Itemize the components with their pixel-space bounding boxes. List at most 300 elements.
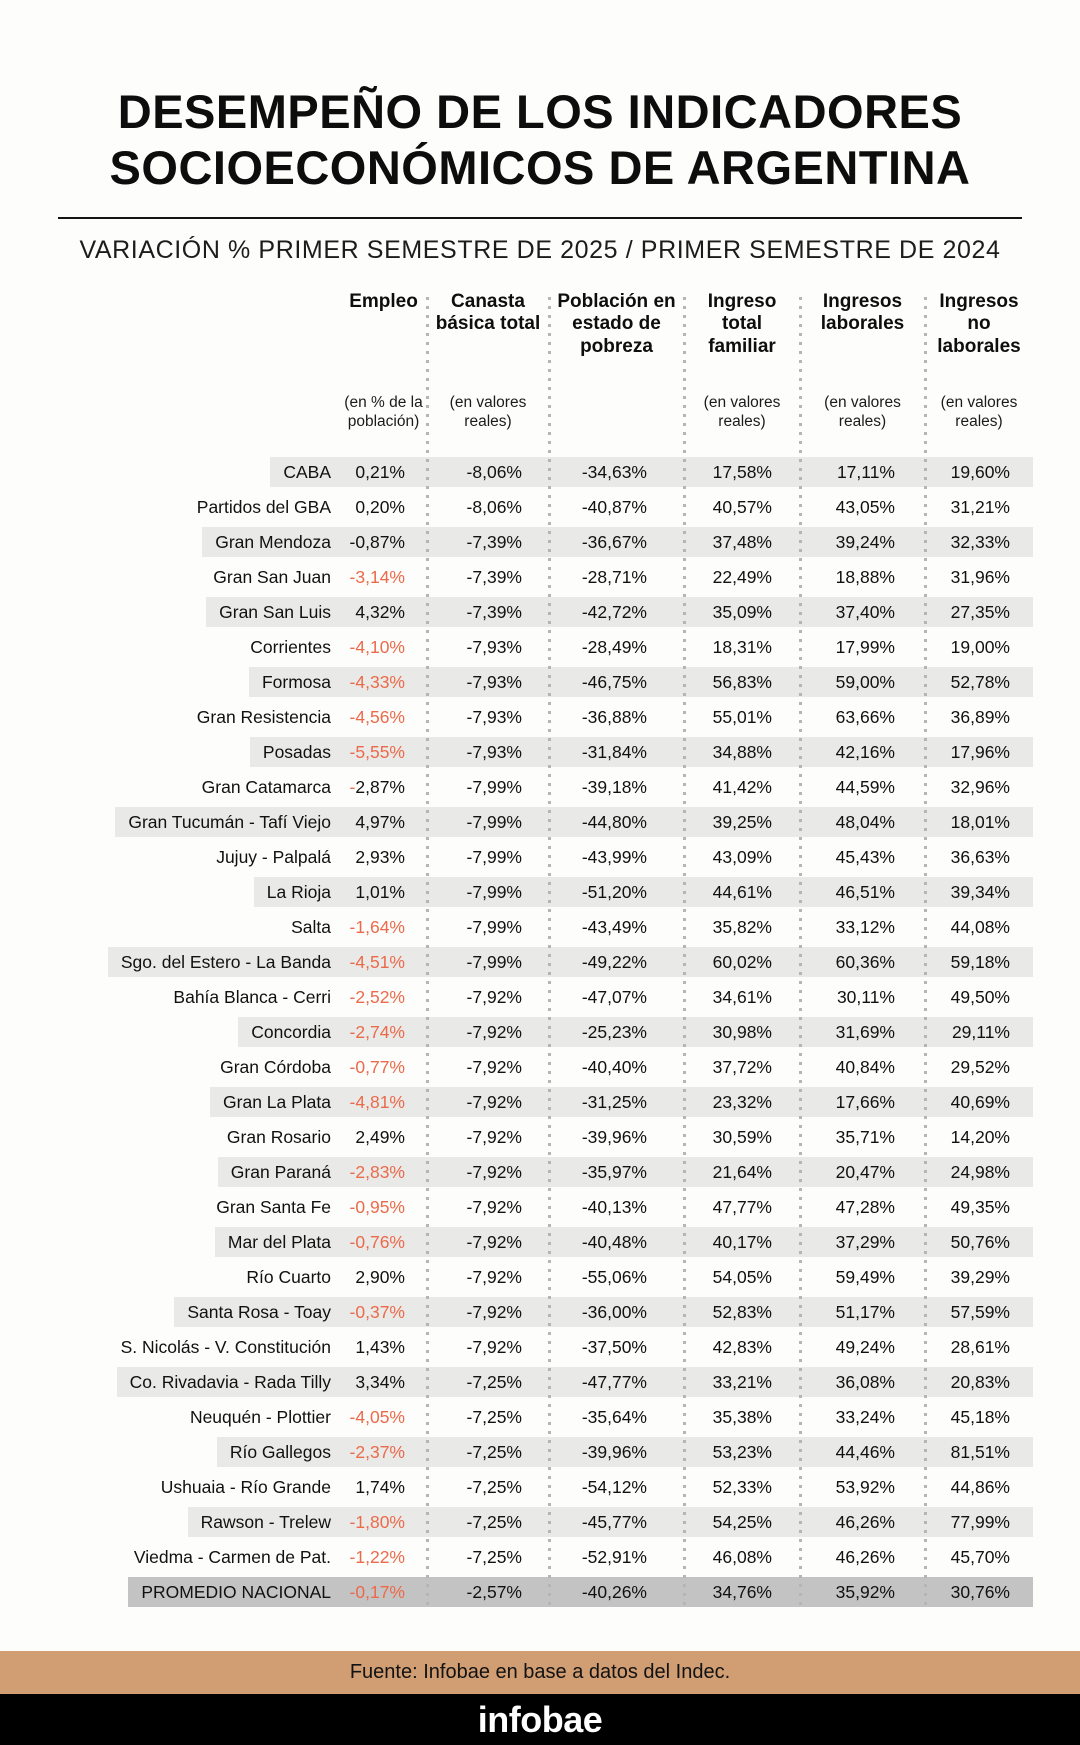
value-cell: 18,01% <box>925 807 1033 837</box>
value-cell: 29,52% <box>950 1056 1010 1077</box>
table-row <box>0 737 1033 767</box>
value-cell: 39,24% <box>800 527 925 557</box>
region-label-text: S. Nicolás - V. Constitución <box>120 1336 331 1357</box>
value-cell: 20,83% <box>925 1367 1033 1397</box>
table-row <box>0 1437 1033 1467</box>
value-cell: 27,35% <box>925 597 1033 627</box>
value-cell: -25,23% <box>549 1017 684 1047</box>
value-cell: 36,08% <box>800 1367 925 1397</box>
table-row <box>0 702 1033 732</box>
value-cell: -28,49% <box>581 636 647 657</box>
table-row <box>0 772 1033 802</box>
column-header-sublabel: (en % de la población) <box>344 393 423 431</box>
value-cell: 2,49% <box>355 1126 405 1147</box>
table-row <box>0 807 1033 837</box>
table-row <box>0 1227 1033 1257</box>
value-cell: -36,67% <box>549 527 684 557</box>
value-cell: 32,33% <box>925 527 1033 557</box>
value-cell: -54,12% <box>581 1476 647 1497</box>
region-label-text: Gran Santa Fe <box>216 1196 331 1217</box>
value-cell: 30,76% <box>925 1577 1033 1607</box>
region-label <box>0 632 340 662</box>
value-cell: -39,96% <box>581 1126 647 1147</box>
value-cell: -7,25% <box>466 1476 522 1497</box>
value-cell: 32,96% <box>950 776 1010 797</box>
value-cell: 44,61% <box>684 877 800 907</box>
title-divider <box>58 217 1022 219</box>
region-label-text: Gran San Luis <box>206 597 340 627</box>
region-label-text: Gran Catamarca <box>201 776 331 797</box>
region-label-text: Partidos del GBA <box>196 496 331 517</box>
value-cell: -43,49% <box>581 916 647 937</box>
value-cell: 43,05% <box>835 496 895 517</box>
region-label <box>0 457 340 487</box>
value-cell: 46,51% <box>800 877 925 907</box>
value-cell: -39,18% <box>581 776 647 797</box>
value-cell: -7,93% <box>427 667 549 697</box>
value-cell: -51,20% <box>549 877 684 907</box>
value-cell: -7,92% <box>427 1157 549 1187</box>
value-cell: 29,11% <box>925 1017 1033 1047</box>
value-cell: 39,25% <box>684 807 800 837</box>
region-label-text: Co. Rivadavia - Rada Tilly <box>117 1367 340 1397</box>
value-cell: 43,09% <box>712 846 772 867</box>
value-cell: 37,48% <box>684 527 800 557</box>
value-cell: -7,92% <box>466 986 522 1007</box>
table-row <box>0 1367 1033 1397</box>
value-cell: 77,99% <box>925 1507 1033 1537</box>
masthead <box>0 0 1080 265</box>
value-cell: -44,80% <box>549 807 684 837</box>
table-row <box>0 562 1033 592</box>
value-cell: 35,71% <box>835 1126 895 1147</box>
region-label <box>0 1297 340 1327</box>
value-cell: -7,99% <box>427 877 549 907</box>
region-label <box>0 1507 340 1537</box>
value-cell: -8,06% <box>466 496 522 517</box>
value-cell: 35,92% <box>800 1577 925 1607</box>
value-cell: -7,99% <box>427 807 549 837</box>
region-label-text: Ushuaia - Río Grande <box>160 1476 331 1497</box>
value-cell: -47,07% <box>581 986 647 1007</box>
value-cell: -7,92% <box>427 1017 549 1047</box>
value-cell: -7,99% <box>466 776 522 797</box>
value-cell: -55,06% <box>581 1266 647 1287</box>
value-cell: 48,04% <box>800 807 925 837</box>
region-column-header <box>0 291 340 432</box>
region-label-text: Río Cuarto <box>246 1266 331 1287</box>
value-cell: 60,36% <box>800 947 925 977</box>
value-cell: 50,76% <box>925 1227 1033 1257</box>
value-cell: -35,64% <box>581 1406 647 1427</box>
region-label-text: PROMEDIO NACIONAL <box>128 1577 340 1607</box>
value-cell: 35,09% <box>684 597 800 627</box>
column-header-sublabel: (en valores reales) <box>703 393 781 431</box>
value-cell: 54,25% <box>684 1507 800 1537</box>
region-label <box>0 1402 340 1432</box>
value-cell: -7,92% <box>466 1056 522 1077</box>
region-label <box>0 492 340 522</box>
value-cell: 17,58% <box>684 457 800 487</box>
value-cell: -7,25% <box>427 1437 549 1467</box>
value-cell: 54,05% <box>712 1266 772 1287</box>
value-cell: 4,32% <box>340 597 427 627</box>
region-label <box>0 1367 340 1397</box>
region-label <box>0 1017 340 1047</box>
value-cell: 4,97% <box>340 807 427 837</box>
value-cell: 39,34% <box>925 877 1033 907</box>
value-cell: 36,89% <box>950 706 1010 727</box>
region-label <box>0 807 340 837</box>
table-row <box>0 912 1033 942</box>
value-cell: -52,91% <box>581 1546 647 1567</box>
value-cell: -7,93% <box>466 636 522 657</box>
region-label <box>0 527 340 557</box>
region-label-text: Salta <box>291 916 331 937</box>
region-label <box>0 1577 340 1607</box>
value-cell: 0,20% <box>355 496 405 517</box>
region-label-text: Bahía Blanca - Cerri <box>173 986 331 1007</box>
value-cell: 18,88% <box>835 566 895 587</box>
value-cell: 44,08% <box>950 916 1010 937</box>
region-label <box>0 702 340 732</box>
column-header <box>549 291 684 432</box>
value-cell: -7,92% <box>466 1126 522 1147</box>
table-row <box>0 457 1033 487</box>
table-row <box>0 492 1033 522</box>
value-cell: 20,47% <box>800 1157 925 1187</box>
value-cell: -0,37% <box>340 1297 427 1327</box>
value-cell: -7,92% <box>427 1227 549 1257</box>
region-label <box>0 1087 340 1117</box>
value-cell: 30,98% <box>684 1017 800 1047</box>
table-row <box>0 1122 1033 1152</box>
region-label-text: Neuquén - Plottier <box>189 1406 331 1427</box>
table-row <box>0 947 1033 977</box>
table-row <box>0 1402 1033 1432</box>
value-cell: -7,99% <box>427 947 549 977</box>
value-cell: -0,17% <box>340 1577 427 1607</box>
value-cell: 44,86% <box>950 1476 1010 1497</box>
source-band <box>0 1651 1080 1694</box>
value-cell: 17,66% <box>800 1087 925 1117</box>
table-row <box>0 1157 1033 1187</box>
region-label <box>0 912 340 942</box>
value-cell: 57,59% <box>925 1297 1033 1327</box>
value-cell: 46,26% <box>800 1507 925 1537</box>
value-cell: 39,29% <box>950 1266 1010 1287</box>
region-label-text: Gran Paraná <box>218 1157 340 1187</box>
region-label-text: Concordia <box>238 1017 340 1047</box>
value-cell: 3,34% <box>340 1367 427 1397</box>
value-cell: 49,24% <box>835 1336 895 1357</box>
value-cell: 1,74% <box>355 1476 405 1497</box>
value-cell: -4,05% <box>349 1406 405 1427</box>
value-cell: -36,00% <box>549 1297 684 1327</box>
region-label-text: Rawson - Trelew <box>188 1507 340 1537</box>
value-cell: 47,28% <box>835 1196 895 1217</box>
value-cell: 45,18% <box>950 1406 1010 1427</box>
value-cell: 18,31% <box>712 636 772 657</box>
value-cell: 47,77% <box>712 1196 772 1217</box>
value-cell: 34,61% <box>712 986 772 1007</box>
table-row <box>0 877 1033 907</box>
value-cell: -49,22% <box>549 947 684 977</box>
infobae-logo: infobae <box>477 1698 603 1740</box>
value-cell: -1,22% <box>349 1546 405 1567</box>
value-cell: -4,81% <box>340 1087 427 1117</box>
table-row <box>0 527 1033 557</box>
value-cell: -40,26% <box>549 1577 684 1607</box>
value-cell: 17,11% <box>800 457 925 487</box>
value-cell: 40,69% <box>925 1087 1033 1117</box>
column-header <box>427 291 549 432</box>
value-cell: -7,92% <box>466 1336 522 1357</box>
indicators-table <box>0 291 1033 1607</box>
value-cell: 56,83% <box>684 667 800 697</box>
value-cell: 42,16% <box>800 737 925 767</box>
region-label-text: Gran Córdoba <box>220 1056 331 1077</box>
region-label <box>0 1122 340 1152</box>
value-cell: 59,00% <box>800 667 925 697</box>
table-row <box>0 632 1033 662</box>
value-cell: 49,35% <box>950 1196 1010 1217</box>
value-cell: 49,50% <box>950 986 1010 1007</box>
value-cell: -7,25% <box>466 1406 522 1427</box>
value-cell: -37,50% <box>581 1336 647 1357</box>
value-cell: -3,14% <box>349 566 405 587</box>
value-cell: 21,64% <box>684 1157 800 1187</box>
column-header-label: Ingresos laborales <box>820 290 905 335</box>
table-row <box>0 1507 1033 1537</box>
table-row <box>0 667 1033 697</box>
value-cell: -7,92% <box>466 1266 522 1287</box>
column-separator <box>924 297 927 1607</box>
value-cell: 45,70% <box>950 1546 1010 1567</box>
value-cell: 24,98% <box>925 1157 1033 1187</box>
value-cell: 35,82% <box>712 916 772 937</box>
value-cell: 52,78% <box>925 667 1033 697</box>
table-row <box>0 1577 1033 1607</box>
value-cell: 42,83% <box>712 1336 772 1357</box>
value-cell: 37,72% <box>712 1056 772 1077</box>
value-cell: 35,38% <box>712 1406 772 1427</box>
value-cell: 52,33% <box>712 1476 772 1497</box>
value-cell: 36,63% <box>950 846 1010 867</box>
table-header-row <box>0 291 1033 432</box>
column-header-label: Ingreso total familiar <box>707 290 777 357</box>
value-cell: 31,69% <box>800 1017 925 1047</box>
value-cell: 37,40% <box>800 597 925 627</box>
value-cell: -5,55% <box>340 737 427 767</box>
value-cell: 33,21% <box>684 1367 800 1397</box>
column-separator <box>548 297 551 1607</box>
value-cell: 33,24% <box>835 1406 895 1427</box>
value-cell: 17,96% <box>925 737 1033 767</box>
value-cell: 1,01% <box>340 877 427 907</box>
value-cell: 53,23% <box>684 1437 800 1467</box>
page-subtitle: VARIACIÓN % PRIMER SEMESTRE DE 2025 / PRIMER SEMESTRE DE 2024 <box>79 235 1001 264</box>
negative-sign: - <box>349 776 356 797</box>
source-text: Fuente: Infobae en base a datos del Indec. <box>349 1661 731 1683</box>
region-label <box>0 562 340 592</box>
value-cell: -7,25% <box>427 1507 549 1537</box>
region-label <box>0 1192 340 1222</box>
region-label-text: Posadas <box>250 737 340 767</box>
region-label-text: Gran Rosario <box>226 1126 331 1147</box>
value-cell: -7,25% <box>427 1367 549 1397</box>
column-header <box>925 291 1033 432</box>
value-cell: 44,59% <box>835 776 895 797</box>
value-cell: -2,52% <box>349 986 405 1007</box>
column-header-sublabel: (en valores reales) <box>449 393 527 431</box>
value-cell: -31,84% <box>549 737 684 767</box>
table-row <box>0 1087 1033 1117</box>
column-header <box>684 291 800 432</box>
value-cell: -43,99% <box>581 846 647 867</box>
value-cell: 34,76% <box>684 1577 800 1607</box>
value-cell: -7,25% <box>466 1546 522 1567</box>
value-cell: -35,97% <box>549 1157 684 1187</box>
value-cell: -1,80% <box>340 1507 427 1537</box>
table-row <box>0 597 1033 627</box>
column-separator <box>799 297 802 1607</box>
value-cell: 59,49% <box>835 1266 895 1287</box>
value-cell: -28,71% <box>581 566 647 587</box>
value-cell: 40,84% <box>835 1056 895 1077</box>
table-row <box>0 1332 1033 1362</box>
region-label-text: Gran Mendoza <box>202 527 340 557</box>
table-row <box>0 1262 1033 1292</box>
region-label <box>0 1332 340 1362</box>
table-row <box>0 1472 1033 1502</box>
value-cell: -2,83% <box>340 1157 427 1187</box>
column-header-sublabel: (en valores reales) <box>940 393 1018 431</box>
value-cell: 2,90% <box>355 1266 405 1287</box>
region-label <box>0 667 340 697</box>
value-cell: 23,32% <box>684 1087 800 1117</box>
value-cell: -0,77% <box>349 1056 405 1077</box>
value-cell: -42,72% <box>549 597 684 627</box>
value-cell: -36,88% <box>581 706 647 727</box>
column-header-label: Empleo <box>349 290 418 312</box>
value-cell: 60,02% <box>684 947 800 977</box>
value-cell: 30,11% <box>836 986 895 1007</box>
value-cell: -0,87% <box>340 527 427 557</box>
value-cell: 52,83% <box>684 1297 800 1327</box>
value-cell: 46,08% <box>712 1546 772 1567</box>
region-label-text: Río Gallegos <box>217 1437 340 1467</box>
value-cell: 45,43% <box>835 846 895 867</box>
table-row <box>0 1297 1033 1327</box>
region-label <box>0 947 340 977</box>
region-label <box>0 1472 340 1502</box>
value-cell: 17,99% <box>835 636 895 657</box>
value-cell: 46,26% <box>835 1546 895 1567</box>
region-label-text: Jujuy - Palpalá <box>216 846 331 867</box>
region-label-text: Gran Resistencia <box>196 706 331 727</box>
footer-spacer <box>0 1607 1080 1651</box>
column-separator <box>426 297 429 1607</box>
region-label-text: Viedma - Carmen de Pat. <box>133 1546 331 1567</box>
brand-band <box>0 1694 1080 1745</box>
value-cell: 41,42% <box>712 776 772 797</box>
region-label-text: Mar del Plata <box>215 1227 340 1257</box>
region-label <box>0 982 340 1012</box>
value-cell: -31,25% <box>549 1087 684 1117</box>
value-cell: 55,01% <box>712 706 772 727</box>
column-header <box>800 291 925 432</box>
table-body <box>0 457 1033 1607</box>
value-cell: 63,66% <box>835 706 895 727</box>
value-cell: 37,29% <box>800 1227 925 1257</box>
value-cell: -4,10% <box>349 636 405 657</box>
column-header <box>340 291 427 432</box>
value-cell: -0,76% <box>340 1227 427 1257</box>
value-cell: -7,92% <box>466 1196 522 1217</box>
value-cell: 19,00% <box>950 636 1010 657</box>
value-cell: -4,33% <box>340 667 427 697</box>
value-cell: -40,48% <box>549 1227 684 1257</box>
region-label-text: Formosa <box>249 667 340 697</box>
region-label <box>0 772 340 802</box>
value-cell: -2,57% <box>427 1577 549 1607</box>
value-cell: 31,21% <box>950 496 1010 517</box>
value-cell: 1,43% <box>355 1336 405 1357</box>
column-header-label: Población en estado de pobreza <box>557 290 676 357</box>
value-cell: -0,95% <box>349 1196 405 1217</box>
region-label-text: Gran San Juan <box>213 566 331 587</box>
value-cell: 28,61% <box>950 1336 1010 1357</box>
value-cell: -7,39% <box>427 597 549 627</box>
value-cell: -7,93% <box>427 737 549 767</box>
column-header-label: Canasta básica total <box>435 290 541 335</box>
value-cell: -7,39% <box>466 566 522 587</box>
value-cell: -2,87% <box>349 776 405 797</box>
value-cell: -4,56% <box>349 706 405 727</box>
value-cell: -40,87% <box>581 496 647 517</box>
value-cell: -2,37% <box>340 1437 427 1467</box>
page-title-line2: SOCIOECONÓMICOS DE ARGENTINA <box>109 141 971 195</box>
page-title <box>0 84 1080 197</box>
column-header-sublabel: (en valores reales) <box>824 393 901 431</box>
region-label <box>0 1542 340 1572</box>
value-cell: -4,51% <box>340 947 427 977</box>
value-cell: -2,74% <box>340 1017 427 1047</box>
value-cell: -46,75% <box>549 667 684 697</box>
region-label-text: Corrientes <box>250 636 331 657</box>
value-cell: 22,49% <box>712 566 772 587</box>
value-cell: 44,46% <box>800 1437 925 1467</box>
region-label <box>0 737 340 767</box>
region-label <box>0 842 340 872</box>
table-row <box>0 1192 1033 1222</box>
column-header-label: Ingresos no laborales <box>937 290 1021 357</box>
value-cell: -7,92% <box>427 1297 549 1327</box>
region-label-text: Gran La Plata <box>210 1087 340 1117</box>
value-cell: -1,64% <box>349 916 405 937</box>
table-row <box>0 842 1033 872</box>
value-cell: 53,92% <box>835 1476 895 1497</box>
value-cell: 33,12% <box>835 916 895 937</box>
value-cell: 30,59% <box>712 1126 772 1147</box>
value-cell: -47,77% <box>549 1367 684 1397</box>
region-label <box>0 1437 340 1467</box>
value-cell: -7,92% <box>427 1087 549 1117</box>
value-cell: 31,96% <box>950 566 1010 587</box>
page-title-line1: DESEMPEÑO DE LOS INDICADORES <box>117 85 963 138</box>
value-cell: 59,18% <box>925 947 1033 977</box>
